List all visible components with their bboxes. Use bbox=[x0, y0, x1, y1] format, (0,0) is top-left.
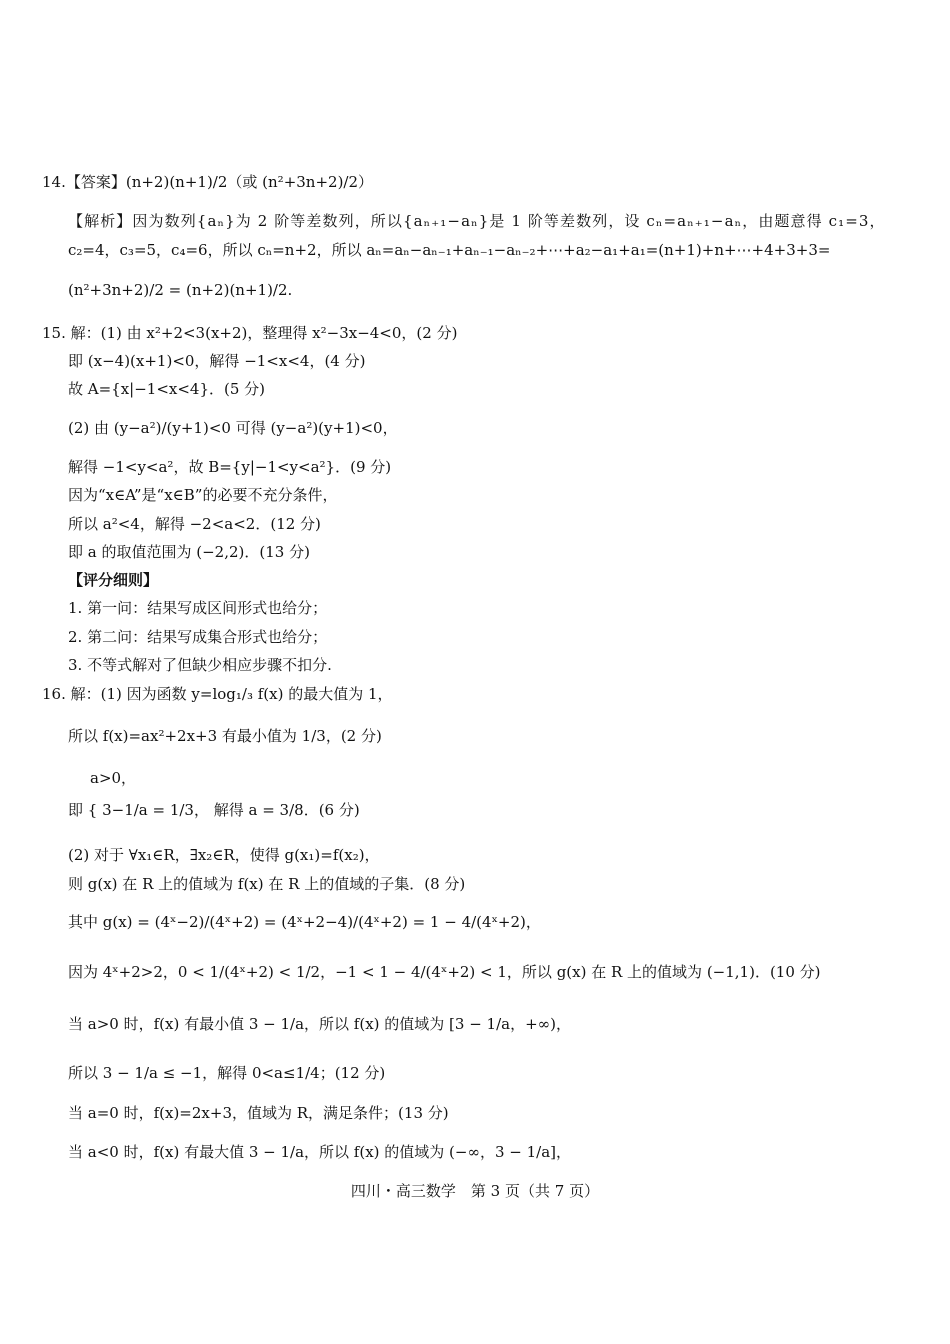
rubric-item-1: 1. 第一问：结果写成区间形式也给分； bbox=[68, 599, 328, 617]
q15-line-6: 因为“x∈A”是“x∈B”的必要不充分条件， bbox=[68, 486, 338, 504]
q16-line-4: (2) 对于 ∀x₁∈R，∃x₂∈R，使得 g(x₁)=f(x₂)， bbox=[68, 846, 380, 864]
q15-line-7: 所以 a²<4，解得 −2<a<2．(12 分) bbox=[68, 515, 321, 533]
q16-line-8: 当 a>0 时，f(x) 有最小值 3 − 1/a，所以 f(x) 的值域为 [3 − 1/a，+∞)， bbox=[68, 1015, 572, 1033]
footer-text: 四川・高三数学 第 3 页（共 7 页） bbox=[350, 1182, 600, 1200]
q16-line-1: 16. 解：(1) 因为函数 y=log₁/₃ f(x) 的最大值为 1， bbox=[42, 685, 393, 703]
q14-analysis-line-2: c₂=4，c₃=5，c₄=6，所以 cₙ=n+2，所以 aₙ=aₙ−aₙ₋₁+aₙ₋₁−aₙ₋₂+⋯+a₂−a₁+a₁=(n+1)+n+⋯+4+3+3= bbox=[68, 241, 831, 259]
q15-line-5: 解得 −1<y<a²，故 B={y|−1<y<a²}．(9 分) bbox=[68, 458, 392, 476]
q15-line-3: 故 A={x|−1<x<4}．(5 分) bbox=[68, 380, 266, 398]
q16-system-line-2: 即 { 3−1/a = 1/3， 解得 a = 3/8．(6 分) bbox=[68, 801, 360, 819]
q16-line-2: 所以 f(x)=ax²+2x+3 有最小值为 1/3，(2 分) bbox=[68, 727, 382, 745]
q16-line-7: 因为 4ˣ+2>2，0 < 1/(4ˣ+2) < 1/2，−1 < 1 − 4/(4ˣ+2) < 1，所以 g(x) 在 R 上的值域为 (−1,1)．(10 分) bbox=[68, 963, 821, 981]
q15-line-2: 即 (x−4)(x+1)<0，解得 −1<x<4，(4 分) bbox=[68, 352, 366, 370]
q16-system-line-1: a>0， bbox=[90, 769, 137, 787]
q14-answer: 14.【答案】(n+2)(n+1)/2（或 (n²+3n+2)/2） bbox=[42, 173, 374, 191]
q16-line-5: 则 g(x) 在 R 上的值域为 f(x) 在 R 上的值域的子集．(8 分) bbox=[68, 875, 466, 893]
q15-line-8: 即 a 的取值范围为 (−2,2)．(13 分) bbox=[68, 543, 310, 561]
rubric-heading: 【评分细则】 bbox=[68, 571, 159, 589]
rubric-item-2: 2. 第二问：结果写成集合形式也给分； bbox=[68, 628, 328, 646]
q16-line-9: 所以 3 − 1/a ≤ −1，解得 0<a≤1/4；(12 分) bbox=[68, 1064, 386, 1082]
page-footer bbox=[0, 1180, 950, 1201]
q14-analysis-line-3: (n²+3n+2)/2 = (n+2)(n+1)/2. bbox=[68, 281, 293, 299]
rubric-item-3: 3. 不等式解对了但缺少相应步骤不扣分. bbox=[68, 656, 332, 674]
q15-line-1: 15. 解：(1) 由 x²+2<3(x+2)，整理得 x²−3x−4<0，(2 分) bbox=[42, 324, 458, 342]
q16-line-6: 其中 g(x) = (4ˣ−2)/(4ˣ+2) = (4ˣ+2−4)/(4ˣ+2) = 1 − 4/(4ˣ+2)， bbox=[68, 913, 541, 931]
q16-line-11: 当 a<0 时，f(x) 有最大值 3 − 1/a，所以 f(x) 的值域为 (−∞，3 − 1/a]， bbox=[68, 1143, 572, 1161]
q14-analysis-line-1: 【解析】因为数列{aₙ}为 2 阶等差数列，所以{aₙ₊₁−aₙ}是 1 阶等差数列，设 cₙ=aₙ₊₁−aₙ，由题意得 c₁=3， bbox=[68, 212, 886, 230]
q15-line-4: (2) 由 (y−a²)/(y+1)<0 可得 (y−a²)(y+1)<0， bbox=[68, 419, 398, 437]
q16-line-10: 当 a=0 时，f(x)=2x+3，值域为 R，满足条件；(13 分) bbox=[68, 1104, 449, 1122]
